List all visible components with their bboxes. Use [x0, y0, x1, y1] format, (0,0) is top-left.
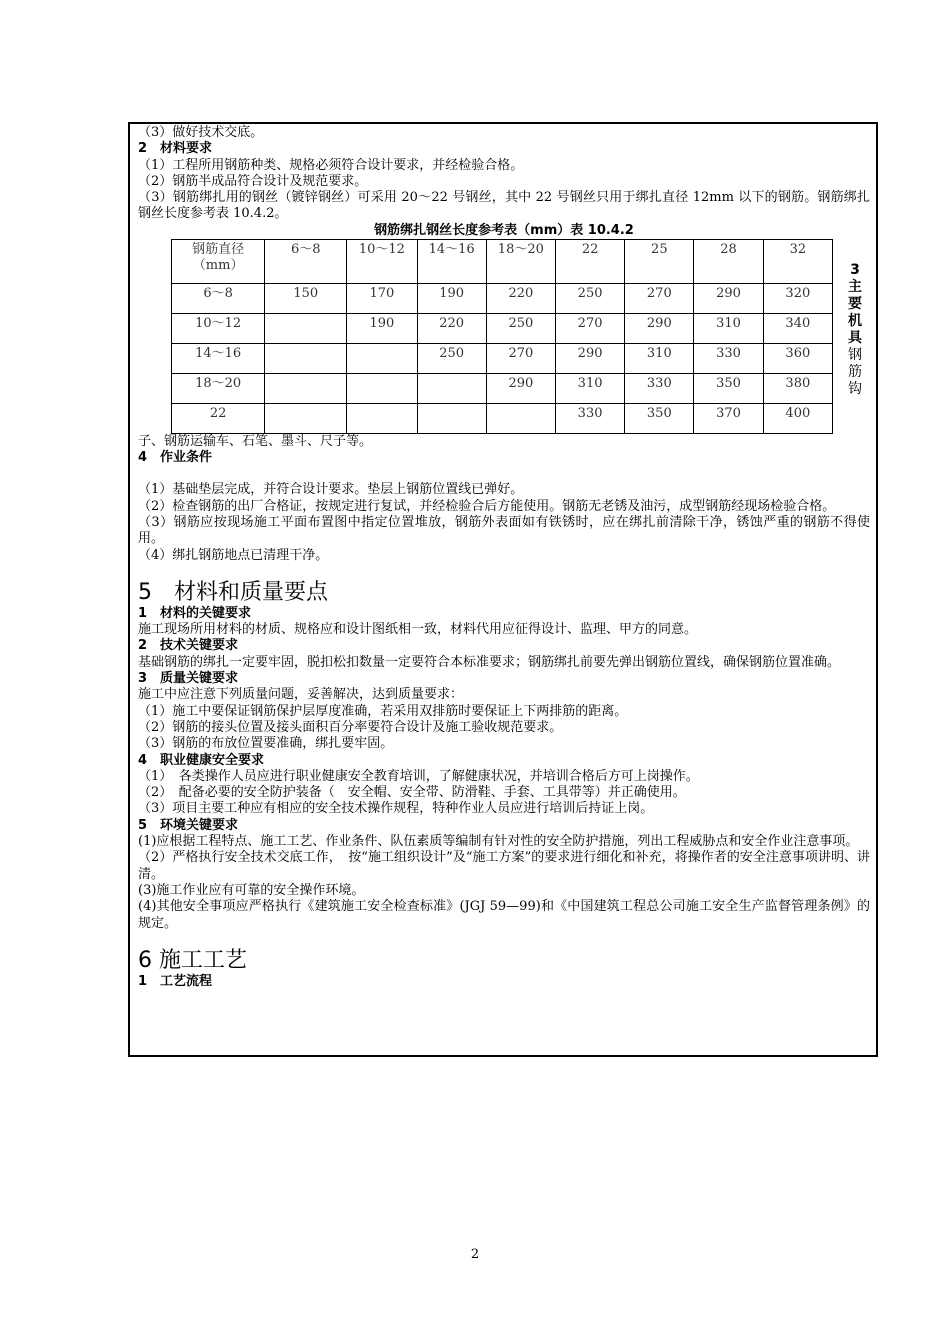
table-cell: 220 [417, 313, 486, 343]
table-row [172, 343, 833, 373]
section-heading: 1 工艺流程 [138, 973, 213, 989]
table-cell: 310 [625, 343, 694, 373]
paragraph: （2）钢筋的接头位置及接头面积百分率要符合设计及施工验收规范要求。 [138, 719, 563, 735]
section-heading: 5 环境关键要求 [138, 817, 239, 833]
table-cell: 220 [486, 283, 555, 313]
paragraph: （2）钢筋半成品符合设计及规范要求。 [138, 173, 368, 189]
table-row [172, 403, 833, 433]
paragraph: （1） 各类操作人员应进行职业健康安全教育培训，了解健康状况，并培训合格后方可上岗操作。 [138, 768, 699, 784]
table-cell: 190 [417, 283, 486, 313]
table-cell [265, 343, 347, 373]
table-cell: 18～20 [172, 373, 265, 403]
document-body [138, 125, 870, 990]
paragraph: 子、钢筋运输车、石笔、墨斗、尺子等。 [138, 433, 373, 449]
table-cell: 320 [763, 283, 832, 313]
table-header-cell: 18～20 [486, 239, 555, 283]
table-row [172, 283, 833, 313]
table-cell: 270 [486, 343, 555, 373]
table-cell: 22 [172, 403, 265, 433]
paragraph: 基础钢筋的绑扎一定要牢固，脱扣松扣数量一定要符合本标准要求；钢筋绑扎前要先弹出钢筋位置线，确保钢筋位置准确。 [138, 654, 841, 670]
table-cell [486, 403, 555, 433]
table-cell [417, 373, 486, 403]
table-cell [347, 403, 417, 433]
paragraph: (3)施工作业应有可靠的安全操作环境。 [138, 882, 365, 898]
paragraph: （2）检查钢筋的出厂合格证，按规定进行复试，并经检验合后方能使用。钢筋无老锈及油污，成型钢筋经现场检验合格。 [138, 498, 836, 514]
table-row [172, 373, 833, 403]
section-heading: 2 材料要求 [138, 141, 213, 157]
side-char: 钩 [848, 381, 862, 397]
section-heading: 3 质量关键要求 [138, 671, 239, 687]
paragraph: （4）绑扎钢筋地点已清理干净。 [138, 547, 329, 563]
section-heading: 1 材料的关键要求 [138, 605, 252, 621]
table-cell [417, 403, 486, 433]
table-cell: 190 [347, 313, 417, 343]
table-cell: 350 [625, 403, 694, 433]
table-cell: 370 [694, 403, 763, 433]
section-heading: 4 职业健康安全要求 [138, 752, 265, 768]
table-header-cell: 22 [555, 239, 624, 283]
wire-length-table [171, 239, 833, 434]
table-cell: 250 [486, 313, 555, 343]
side-char: 筋 [848, 364, 862, 380]
table-cell: 310 [694, 313, 763, 343]
table-cell: 360 [763, 343, 832, 373]
paragraph: (1)应根据工程特点、施工工艺、作业条件、队伍素质等编制有针对性的安全防护措施，列出工程威胁点和安全作业注意事项。 [138, 834, 859, 850]
paragraph: （3）钢筋的布放位置要准确，绑扎要牢固。 [138, 736, 394, 752]
paragraph: （1）施工中要保证钢筋保护层厚度准确，若采用双排筋时要保证上下两排筋的距离。 [138, 703, 628, 719]
table-header-cell: 14～16 [417, 239, 486, 283]
side-char: 钢 [848, 347, 862, 363]
table-cell [265, 373, 347, 403]
paragraph: （2）严格执行安全技术交底工作， 按“施工组织设计”及“施工方案”的要求进行细化和补充，将操作者的安全注意事项讲明、讲清。 [138, 850, 870, 882]
table-cell: 290 [694, 283, 763, 313]
paragraph: (4)其他安全事项应严格执行《建筑施工安全检查标准》(JGJ 59—99)和《中国建筑工程总公司施工安全生产监督管理条例》的规定。 [138, 899, 870, 931]
paragraph: （3）钢筋绑扎用的钢丝（镀锌钢丝）可采用 20～22 号钢丝，其中 22 号钢丝只用于绑扎直径 12mm 以下的钢筋。钢筋绑扎钢丝长度参考表 10.4.2。 [138, 190, 870, 222]
table-cell [347, 373, 417, 403]
table-header-cell: 25 [625, 239, 694, 283]
paragraph: （2） 配备必要的安全防护装备（ 安全帽、安全带、防滑鞋、手套、工具带等）并正确使用。 [138, 785, 686, 801]
chapter-heading: 5 材料和质量要点 [138, 579, 328, 605]
table-cell: 290 [555, 343, 624, 373]
table-cell [347, 343, 417, 373]
paragraph: 施工现场所用材料的材质、规格应和设计图纸相一致，材料代用应征得设计、监理、甲方的同意。 [138, 622, 698, 638]
chapter-heading: 6 施工工艺 [138, 947, 247, 973]
table-cell: 330 [555, 403, 624, 433]
table-cell: 270 [555, 313, 624, 343]
table-cell: 350 [694, 373, 763, 403]
table-cell: 170 [347, 283, 417, 313]
side-char: 3 [850, 262, 860, 278]
paragraph: （3）项目主要工种应有相应的安全技术操作规程，特种作业人员应进行培训后持证上岗。 [138, 801, 654, 817]
side-char: 具 [848, 330, 862, 346]
table-cell: 290 [625, 313, 694, 343]
table-cell [265, 403, 347, 433]
table-header-cell: 10～12 [347, 239, 417, 283]
table-cell [265, 313, 347, 343]
table-cell: 250 [417, 343, 486, 373]
paragraph: （1）基础垫层完成，并符合设计要求。垫层上钢筋位置线已弹好。 [138, 482, 524, 498]
paragraph: （3）钢筋应按现场施工平面布置图中指定位置堆放，钢筋外表面如有铁锈时，应在绑扎前清除干净，锈蚀严重的钢筋不得使用。 [138, 514, 870, 547]
section-heading: 2 技术关键要求 [138, 638, 239, 654]
paragraph: （1）工程所用钢筋种类、规格必须符合设计要求，并经检验合格。 [138, 157, 524, 173]
table-cell: 150 [265, 283, 347, 313]
table-header-cell: 28 [694, 239, 763, 283]
table-cell: 14～16 [172, 343, 265, 373]
table-header-cell: 6～8 [265, 239, 347, 283]
table-cell: 340 [763, 313, 832, 343]
table-cell: 330 [694, 343, 763, 373]
side-vertical-text [848, 262, 862, 398]
table-cell: 290 [486, 373, 555, 403]
paragraph: （3）做好技术交底。 [138, 125, 264, 140]
table-cell: 6～8 [172, 283, 265, 313]
table-cell: 330 [625, 373, 694, 403]
table-header-row [172, 239, 833, 283]
paragraph: 施工中应注意下列质量问题，妥善解决，达到质量要求： [138, 687, 464, 703]
table-cell: 270 [625, 283, 694, 313]
side-char: 主 [848, 279, 862, 295]
table-cell: 310 [555, 373, 624, 403]
table-caption: 钢筋绑扎钢丝长度参考表（mm）表 10.4.2 [374, 222, 634, 238]
table-cell: 380 [763, 373, 832, 403]
table-row [172, 313, 833, 343]
table-header-cell: 32 [763, 239, 832, 283]
page-number: 2 [470, 1247, 480, 1262]
table-cell: 10～12 [172, 313, 265, 343]
side-char: 机 [848, 313, 862, 329]
side-char: 要 [848, 296, 862, 312]
table-cell: 400 [763, 403, 832, 433]
table-header-cell: 钢筋直径（mm） [172, 239, 265, 283]
table-cell: 250 [555, 283, 624, 313]
section-heading: 4 作业条件 [138, 450, 213, 466]
